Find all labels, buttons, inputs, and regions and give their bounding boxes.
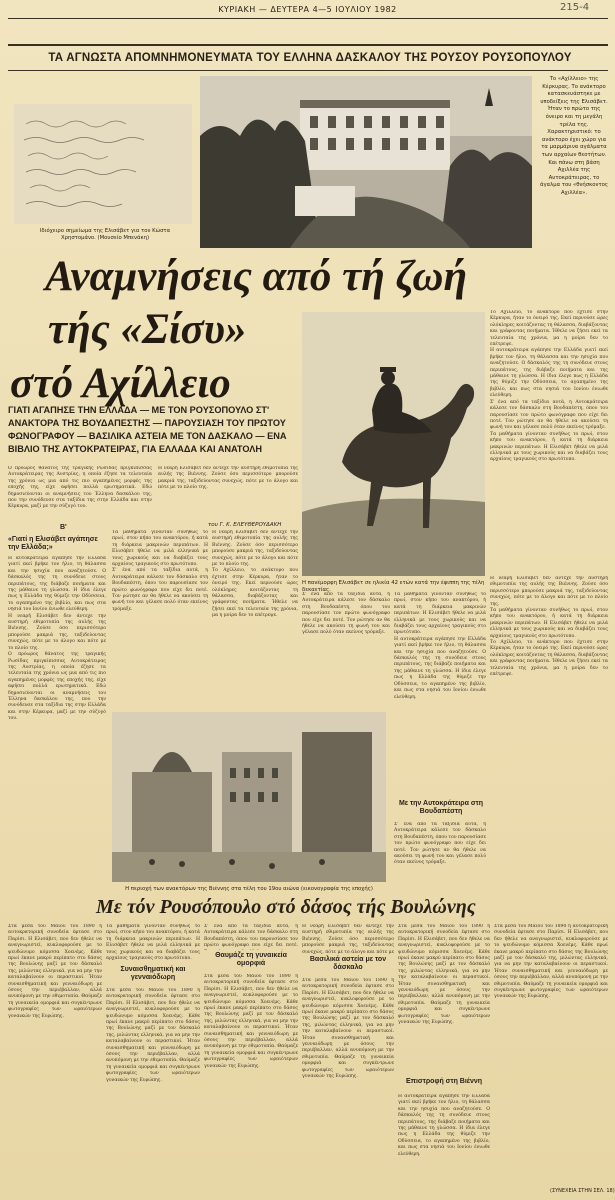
- right-column-text: [490, 310, 608, 570]
- women-heading: Θαυμάζε τη γυναικεία ομορφιά: [215, 952, 287, 967]
- lower-col-4: Στα μέσα του Μαΐου του 1890 η αυτοκρατορική συνοδεία έφτασε στο Παρίσι. Η Ελισάβετ, που δεν ήθελε να αναγνωριστεί, κυκλοφορούσε με το ψευδώνυμο κόμισσα Χοενέμς. Κάθε πρωί έκανε μακρύ περίπατο στο δάσος της Βουλώνης μαζί με τον δάσκαλό της, μιλώντας ελληνικά, για να μην την καταλαβαίνουν οι περαστικοί. Ήταν συναισθηματική και γενναιόδωρη με όσους την περιέβαλλαν, αλλά ανυπόμονη με την εθιμοτυπία. Θαύμαζε τη γυναικεία ομορφιά και συγκέντρωνε φωτογραφίες των ωραιότερων γυναικών της Ευρώπης.: [302, 978, 394, 1080]
- return-vienna-heading: Επιστροφή στη Βιέννη: [405, 1078, 483, 1085]
- lower-col-3: Στα μέσα του Μαΐου του 1890 η αυτοκρατορική συνοδεία έφτασε στο Παρίσι. Η Ελισάβετ, που δεν ήθελε να αναγνωριστεί, κυκλοφορούσε με το ψευδώνυμο κόμισσα Χοενέμς. Κάθε πρωί έκανε μακρύ περίπατο στο δάσος της Βουλώνης μαζί με τον δάσκαλό της, μιλώντας ελληνικά, για να μην την καταλαβαίνουν οι περαστικοί. Ήταν συναισθηματική και γενναιόδωρη με όσους την περιέβαλλαν, αλλά ανυπόμονη με την εθιμοτυπία. Θαύμαζε τη γυναικεία ομορφιά και συγκέντρωνε φωτογραφίες των ωραιότερων γυναικών της Ευρώπης.: [204, 974, 298, 1069]
- series-title: ΤΑ ΑΓΝΩΣΤΑ ΑΠΟΜΝΗΜΟΝΕΥΜΑΤΑ ΤΟΥ ΕΛΛΗΝΑ ΔΑΣΚΑΛΟΥ ΤΗΣ ΡΟΥΣΟΥ ΡΟΥΣΟΠΟΥΛΟΥ: [48, 52, 572, 64]
- achilleion-illustration: [200, 76, 532, 248]
- with-empress-heading: Με την Αυτοκράτειρα στη Βουδαπέστη: [398, 800, 484, 815]
- achilleion-caption: Το «Αχίλλειο» της Κέρκυρας. Το ανάκτορο κατασκευάστηκε με υποδείξεις της Ελισάβετ. Ήταν το πρώτο της όνειρο και τη μεγάλη τρέλα της. Χαρακτηριστικό: το ανάκτορο έχει χώρο για τα μαρμάρινα αγάλματα των αρχαίων θεοτήτων. Και πάνω στη βάση Αχιλλέα της Αυτοκράτειρας, το άγαλμα του «θνήσκοντος Αχιλλέα».: [540, 76, 608, 196]
- connection-heading: Συναισθηματική και γενναιόδωρη: [120, 966, 186, 981]
- byline: του Γ. Κ. ΕΛΕΥΘΕΡΟΥΔΑΚΗ: [208, 522, 282, 528]
- column-5-lower-text: Σ' ένα από τα ταξίδια αυτά, η Αυτοκράτειρα κάλεσε τον δάσκαλο στη Βουδαπέστη, όπου του παρουσίασε τον πρώτο φωνόγραφο που είχε δει ποτέ. Τον ρώτησε αν θα ήθελε να ακούσει τη φωνή του και γέλασε πολύ όταν εκείνος τρόμαξε.: [394, 822, 486, 866]
- right-lower-paragraph-3: Το Αχίλλειο, το ανάκτορο που έχτισε στην Κέρκυρα, ήταν το όνειρό της. Εκεί περνούσε ώρες ολόκληρες κοιτάζοντας τη θάλασσα, διαβάζοντας και γράφοντας ποιήματα. Ήθελε να ζήσει εκεί τα τελευταία της χρόνια, μα η μοίρα δεν το επέτρεψε.: [490, 640, 608, 678]
- headline-line-1: Αναμνήσεις από τή ζωή: [45, 253, 468, 300]
- right-column-paragraph: Το Αχίλλειο, το ανάκτορο που έχτισε στην Κέρκυρα, ήταν το όνειρό της. Εκεί περνούσε ώρες ολόκληρες κοιτάζοντας τη θάλασσα, διαβάζοντας και γράφοντας ποιήματα. Ήθελε να ζήσει εκεί τα τελευταία της χρόνια, μα η μοίρα δεν το επέτρεψε.: [490, 310, 608, 348]
- dateline: ΚΥΡΙΑΚΗ — ΔΕΥΤΕΡΑ 4—5 ΙΟΥΛΙΟΥ 1982: [218, 5, 397, 14]
- horse-rider-photo: [302, 312, 485, 576]
- continued-note: (ΣΥΝΕΧΕΙΑ ΣΤΗΝ ΣΕΛ. 18): [550, 1188, 615, 1194]
- lower-col-4-top: Η νεαρή Ελισάβετ δεν άντεχε την αυστηρή εθιμοτυπία της αυλής της Βιέννης. Ζούσε όσο περισσότερο μπορούσε μακριά της, ταξιδεύοντας συνεχώς, πότε με το άλογο και πότε με: [302, 924, 394, 954]
- handwritten-note: 215-4: [560, 2, 590, 13]
- horse-rider-illustration: [302, 312, 485, 576]
- column-1-paragraph: Η αυτοκράτειρα αγάπησε την Ελλάδα γιατί εκεί βρήκε τον ήλιο, τη θάλασσα και την ησυχία που αναζητούσε. Ο δάσκαλός της τη συνόδευε στους περιπάτους, της διάβαζε ποιήματα και της μάθαινε τη γλώσσα. Η ίδια έλεγε πως η Ελλάδα της θύμιζε την Οδύσσεια, το αγαπημένο της βιβλίο, και πως στα νησιά του Ιονίου ένιωθε ελεύθερη.: [8, 556, 106, 613]
- lower-col-2: Στα μέσα του Μαΐου του 1890 η αυτοκρατορική συνοδεία έφτασε στο Παρίσι. Η Ελισάβετ, που δεν ήθελε να αναγνωριστεί, κυκλοφορούσε με το ψευδώνυμο κόμισσα Χοενέμς. Κάθε πρωί έκανε μακρύ περίπατο στο δάσος της Βουλώνης μαζί με τον δάσκαλό της, μιλώντας ελληνικά, για να μην την καταλαβαίνουν οι περαστικοί. Ήταν συναισθηματική και γενναιόδωρη με όσους την περιέβαλλαν, αλλά ανυπόμονη με την εθιμοτυπία. Θαύμαζε τη γυναικεία ομορφιά και συγκέντρωνε φωτογραφίες των ωραιότερων γυναικών της Ευρώπης.: [106, 988, 200, 1083]
- royal-jokes-heading: Βασιλικά αστεία με τον δάσκαλο: [309, 956, 387, 971]
- column-3-text: [212, 530, 298, 708]
- column-2-text: [112, 530, 208, 708]
- column-5-paragraph-2: Η αυτοκράτειρα αγάπησε την Ελλάδα γιατί εκεί βρήκε τον ήλιο, τη θάλασσα και την ησυχία που αναζητούσε. Ο δάσκαλός της τη συνόδευε στους περιπάτους, της διάβαζε ποιήματα και της μάθαινε τη γλώσσα. Η ίδια έλεγε πως η Ελλάδα της θύμιζε την Οδύσσεια, το αγαπημένο της βιβλίο, και πως στα νησιά του Ιονίου ένιωθε ελεύθερη.: [394, 636, 486, 700]
- right-column-paragraph-2: Η αυτοκράτειρα αγάπησε την Ελλάδα γιατί εκεί βρήκε τον ήλιο, τη θάλασσα και την ησυχία που αναζητούσε. Ο δάσκαλός της τη συνόδευε στους περιπάτους, της διάβαζε ποιήματα και της μάθαινε τη γλώσσα. Η ίδια έλεγε πως η Ελλάδα της θύμιζε την Οδύσσεια, το αγαπημένο της βιβλίο, και πως στα νησιά του Ιονίου ένιωθε ελεύθερη.: [490, 348, 608, 399]
- why-greece-heading: «Γιατί η Ελισάβετ αγάπησε την Ελλάδα;»: [8, 536, 98, 551]
- column-3-paragraph-2: Το Αχίλλειο, το ανάκτορο που έχτισε στην Κέρκυρα, ήταν το όνειρό της. Εκεί περνούσε ώρες ολόκληρες κοιτάζοντας τη θάλασσα, διαβάζοντας και γράφοντας ποιήματα. Ήθελε να ζήσει εκεί τα τελευταία της χρόνια, μα η μοίρα δεν το επέτρεψε.: [212, 568, 298, 619]
- lower-col-5-top: Στα μέσα του Μαΐου του 1890 η αυτοκρατορική συνοδεία έφτασε στο Παρίσι. Η Ελισάβετ, που δεν ήθελε να αναγνωριστεί, κυκλοφορούσε με το ψευδώνυμο κόμισσα Χοενέμς. Κάθε πρωί έκανε μακρύ περίπατο στο δάσος της Βουλώνης μαζί με τον δάσκαλό της, μιλώντας ελληνικά, για να μην την καταλαβαίνουν οι περαστικοί. Ήταν συναισθηματική και γενναιόδωρη με όσους την περιέβαλλαν, αλλά ανυπόμονη με την εθιμοτυπία. Θαύμαζε τη γυναικεία ομορφιά και συγκέντρωνε φωτογραφίες των ωραιότερων γυναικών της Ευρώπης.: [398, 924, 490, 1026]
- headline-line-2: τής «Σίσυ»: [48, 306, 247, 353]
- mid-headline: Με τόν Ρουσόπουλο στό δάσος τής Βουλώνης: [96, 896, 476, 918]
- column-5-text: [394, 592, 486, 792]
- column-1-paragraph-2: Η νεαρή Ελισάβετ δεν άντεχε την αυστηρή εθιμοτυπία της αυλής της Βιέννης. Ζούσε όσο περισσότερο μπορούσε μακριά της, ταξιδεύοντας συνεχώς, πότε με το άλογο και πότε με το πλοίο της.: [8, 613, 106, 651]
- right-column-paragraph-4: Τα μαθήματα γίνονταν συνήθως το πρωί, στον κήπο του ανακτόρου, ή κατά τη διάρκεια μακρινών περιπάτων. Η Ελισάβετ ήθελε να μιλά ελληνικά με τους χωρικούς και να διαβάζει τους αρχαίους τραγικούς στο πρωτότυπο.: [490, 431, 608, 463]
- part-b-label: Β': [60, 524, 67, 531]
- right-column-paragraph-3: Σ' ένα από τα ταξίδια αυτά, η Αυτοκράτειρα κάλεσε τον δάσκαλο στη Βουδαπέστη, όπου του παρουσίασε τον πρώτο φωνόγραφο που είχε δει ποτέ. Τον ρώτησε αν θα ήθελε να ακούσει τη φωνή του και γέλασε πολύ όταν εκείνος τρόμαξε.: [490, 399, 608, 431]
- horse-caption: Η πανέμορφη Ελισάβετ σε ηλικία 42 ετών κατά την έφιππη της τέλη δεκαετίας.: [302, 580, 485, 593]
- lower-col-6: Στα μέσα του Μαΐου του 1890 η αυτοκρατορική συνοδεία έφτασε στο Παρίσι. Η Ελισάβετ, που δεν ήθελε να αναγνωριστεί, κυκλοφορούσε με το ψευδώνυμο κόμισσα Χοενέμς. Κάθε πρωί έκανε μακρύ περίπατο στο δάσος της Βουλώνης μαζί με τον δάσκαλό της, μιλώντας ελληνικά, για να μην την καταλαβαίνουν οι περαστικοί. Ήταν συναισθηματική και γενναιόδωρη με όσους την περιέβαλλαν, αλλά ανυπόμονη με την εθιμοτυπία. Θαύμαζε τη γυναικεία ομορφιά και συγκέντρωνε φωτογραφίες των ωραιότερων γυναικών της Ευρώπης.: [494, 924, 608, 1000]
- column-1-paragraph-3: Ο πρόωρος θάνατος της τραγικής Ρωσίδας πριγκίπισσας Αυτοκράτειρας της Αυστρίας, η οποία έζησε τα τελευταία της χρόνια ως μια από τις πιο αγαπημένες μορφές της εποχής της, είχε αφήσει πολλά ερωτηματικά. Εδώ δημοσιεύονται οι αναμνήσεις του Έλληνα δασκάλου της, που την συνόδευσε στα ταξίδια της στην Ελλάδα και στην Κέρκυρα, μαζί με την σύζυγό του.: [8, 652, 106, 722]
- subhead: ΓΙΑΤΙ ΑΓΑΠΗΣΕ ΤΗΝ ΕΛΛΑΔΑ — ΜΕ ΤΟΝ ΡΟΥΣΟΠΟΥΛΟ ΣΤ' ΑΝΑΚΤΟΡΑ ΤΗΣ ΒΟΥΔΑΠΕΣΤΗΣ — ΠΑΡΟΥΣΙΑΣΗ ΤΟΥ ΠΡΩΤΟΥ ΦΩΝΟΓΡΑΦΟΥ — ΒΑΣΙΛΙΚΑ ΑΣΤΕΙΑ ΜΕ ΤΟΝ ΔΑΣΚΑΛΟ — ΕΝΑ ΒΙΒΛΙΟ ΤΗΣ ΑΥΤΟΚΡΑΤΕΙΡΑΣ, ΓΙΑ ΕΛΛΑΔΑ ΚΑΙ ΑΝΑΤΟΛΗ: [8, 405, 287, 454]
- series-bottom-rule: [8, 70, 608, 71]
- letter-scribbles: [14, 104, 192, 224]
- intro-text-2: Η νεαρή Ελισάβετ δεν άντεχε την αυστηρή εθιμοτυπία της αυλής της Βιέννης. Ζούσε όσο περισσότερο μπορούσε μακριά της, ταξιδεύοντας συνεχώς, πότε με το άλογο και πότε με το πλοίο της.: [158, 466, 298, 491]
- lower-col-1: Στα μέσα του Μαΐου του 1890 η αυτοκρατορική συνοδεία έφτασε στο Παρίσι. Η Ελισάβετ, που δεν ήθελε να αναγνωριστεί, κυκλοφορούσε με το ψευδώνυμο κόμισσα Χοενέμς. Κάθε πρωί έκανε μακρύ περίπατο στο δάσος της Βουλώνης μαζί με τον δάσκαλό της, μιλώντας ελληνικά, για να μην την καταλαβαίνουν οι περαστικοί. Ήταν συναισθηματική και γενναιόδωρη με όσους την περιέβαλλαν, αλλά ανυπόμονη με την εθιμοτυπία. Θαύμαζε τη γυναικεία ομορφιά και συγκέντρωνε φωτογραφίες των ωραιότερων γυναικών της Ευρώπης.: [8, 924, 102, 1019]
- letter-caption: Ιδιόχειρο σημείωμα της Ελισάβετ για τον Κώστα Χρηστομάνο. (Μουσείο Μπενάκη): [39, 228, 171, 241]
- column-1-text: [8, 556, 106, 882]
- vienna-illustration: [112, 712, 386, 882]
- lower-col-2-top: Τα μαθήματα γίνονταν συνήθως το πρωί, στον κήπο του ανακτόρου, ή κατά τη διάρκεια μακρινών περιπάτων. Η Ελισάβετ ήθελε να μιλά ελληνικά με τους χωρικούς και να διαβάζει τους αρχαίους τραγικούς στο πρωτότυπο.: [106, 924, 200, 962]
- column-5-paragraph: Τα μαθήματα γίνονταν συνήθως το πρωί, στον κήπο του ανακτόρου, ή κατά τη διάρκεια μακρινών περιπάτων. Η Ελισάβετ ήθελε να μιλά ελληνικά με τους χωρικούς και να διαβάζει τους αρχαίους τραγικούς στο πρωτότυπο.: [394, 592, 486, 636]
- right-lower-paragraph: Η νεαρή Ελισάβετ δεν άντεχε την αυστηρή εθιμοτυπία της αυλής της Βιέννης. Ζούσε όσο περισσότερο μπορούσε μακριά της, ταξιδεύοντας συνεχώς, πότε με το άλογο και πότε με το πλοίο της.: [490, 576, 608, 607]
- headline-line-3: στό Αχίλλειο: [10, 360, 231, 407]
- top-rule: [8, 18, 608, 19]
- column-4-paragraph: Σ' ένα από τα ταξίδια αυτά, η Αυτοκράτειρα κάλεσε τον δάσκαλο στη Βουδαπέστη, όπου του παρουσίασε τον πρώτο φωνόγραφο που είχε δει ποτέ. Τον ρώτησε αν θα ήθελε να ακούσει τη φωνή του και γέλασε πολύ όταν εκείνος τρόμαξε.: [302, 592, 390, 636]
- handwritten-letter-photo: [14, 104, 192, 224]
- column-4-text: [302, 592, 390, 708]
- right-lower-paragraph-2: Τα μαθήματα γίνονταν συνήθως το πρωί, στον κήπο του ανακτόρου, ή κατά τη διάρκεια μακρινών περιπάτων. Η Ελισάβετ ήθελε να μιλά ελληνικά με τους χωρικούς και να διαβάζει τους αρχαίους τραγικούς στο πρωτότυπο.: [490, 608, 608, 639]
- lower-col-3-top: Σ' ένα από τα ταξίδια αυτά, η Αυτοκράτειρα κάλεσε τον δάσκαλο στη Βουδαπέστη, όπου του παρουσίασε τον πρώτο φωνόγραφο που είχε δει ποτέ.: [204, 924, 298, 949]
- intro-text: Ο πρόωρος θάνατος της τραγικής Ρωσίδας πριγκίπισσας Αυτοκράτειρας της Αυστρίας, η οποία έζησε τα τελευταία της χρόνια ως μια από τις πιο αγαπημένες μορφές της εποχής της, είχε αφήσει πολλά ερωτηματικά. Εδώ δημοσιεύονται οι αναμνήσεις του Έλληνα δασκάλου της, που την συνόδευσε στα ταξίδια της στην Ελλάδα και στην Κέρκυρα, μαζί με την σύζυγό του.: [8, 466, 152, 510]
- series-rule: [8, 44, 608, 46]
- lower-col-5: Η αυτοκράτειρα αγάπησε την Ελλάδα γιατί εκεί βρήκε τον ήλιο, τη θάλασσα και την ησυχία που αναζητούσε. Ο δάσκαλός της τη συνόδευε στους περιπάτους, της διάβαζε ποιήματα και της μάθαινε τη γλώσσα. Η ίδια έλεγε πως η Ελλάδα της θύμιζε την Οδύσσεια, το αγαπημένο της βιβλίο, και πως στα νησιά του Ιονίου ένιωθε ελεύθερη.: [398, 1094, 490, 1157]
- column-2-paragraph: Τα μαθήματα γίνονταν συνήθως το πρωί, στον κήπο του ανακτόρου, ή κατά τη διάρκεια μακρινών περιπάτων. Η Ελισάβετ ήθελε να μιλά ελληνικά με τους χωρικούς και να διαβάζει τους αρχαίους τραγικούς στο πρωτότυπο.: [112, 530, 208, 568]
- achilleion-photo: [200, 76, 532, 248]
- column-3-paragraph: Η νεαρή Ελισάβετ δεν άντεχε την αυστηρή εθιμοτυπία της αυλής της Βιέννης. Ζούσε όσο περισσότερο μπορούσε μακριά της, ταξιδεύοντας συνεχώς, πότε με το άλογο και πότε με το πλοίο της.: [212, 530, 298, 568]
- vienna-caption: Η περιοχή των ανακτόρων της Βιέννης στα τέλη του 19ου αιώνα (εικονογραφία της εποχής): [125, 886, 373, 892]
- column-2-paragraph-2: Σ' ένα από τα ταξίδια αυτά, η Αυτοκράτειρα κάλεσε τον δάσκαλο στη Βουδαπέστη, όπου του παρουσίασε τον πρώτο φωνόγραφο που είχε δει ποτέ. Τον ρώτησε αν θα ήθελε να ακούσει τη φωνή του και γέλασε πολύ όταν εκείνος τρόμαξε.: [112, 568, 208, 612]
- vienna-photo: [112, 712, 386, 882]
- right-lower-text: [490, 576, 608, 886]
